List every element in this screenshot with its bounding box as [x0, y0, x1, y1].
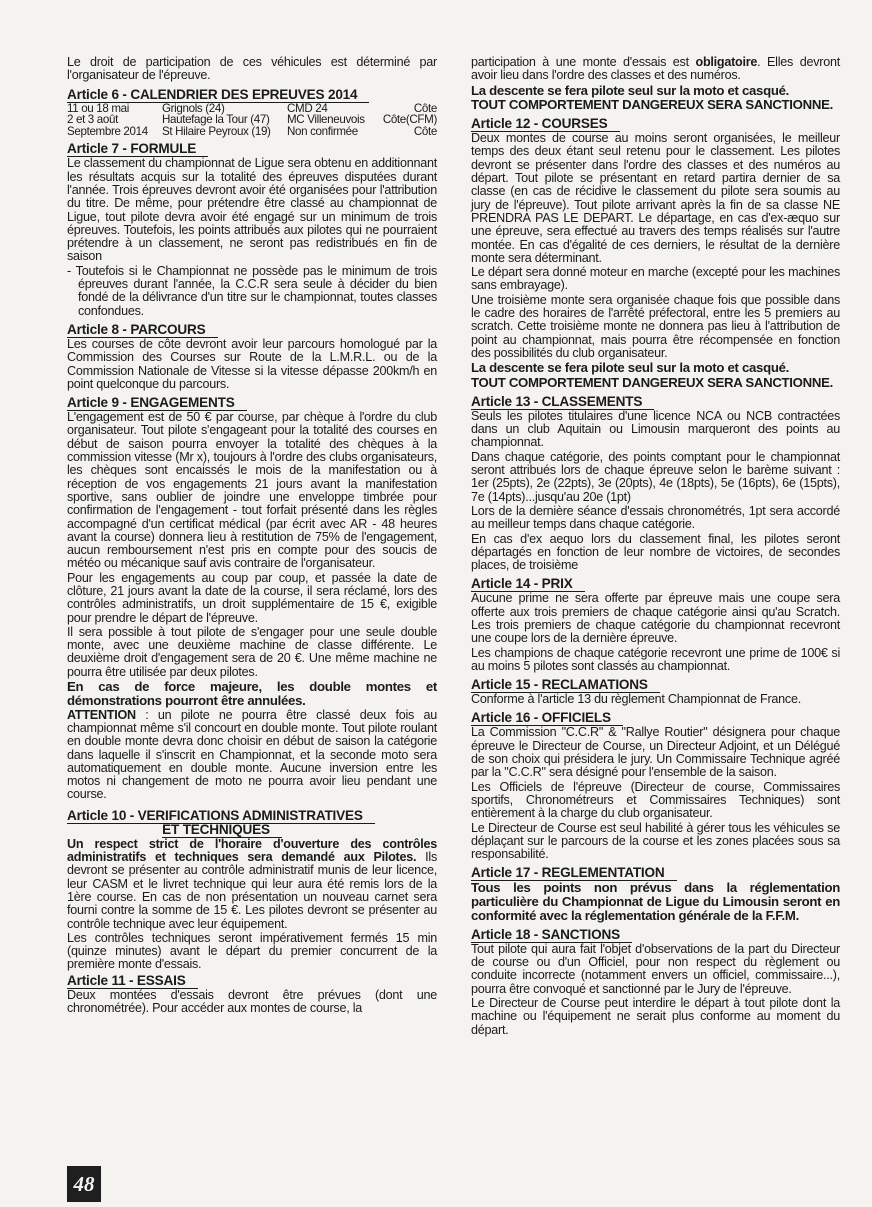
- article-13-paragraph: Seuls les pilotes titulaires d'une licence NCA ou NCB contractées dans un club Aquitain ou Limousin marqueront des points au championnat.: [471, 408, 840, 450]
- calendar-type: Côte(CFM): [382, 113, 437, 127]
- article-10-paragraph: [67, 838, 437, 931]
- article-14-paragraph: Aucune prime ne sera offerte par épreuve mais une coupe sera offerte aux trois premiers de chaque catégorie ainsi qu'au Scratch. Les trois premiers de chaque catégorie du championnat recevront une coupe lors de la dernière épreuve.: [471, 591, 840, 646]
- continued-paragraph: [471, 56, 840, 83]
- article-18-heading: Article 18 - SANCTIONS: [471, 927, 632, 943]
- article-12-paragraph: Deux montes de course au moins seront organisées, le meilleur temps des deux étant seul retenu pour le classement. Les pilotes devront se présenter dans l'ordre des classes et des numéros au départ. Tout pilote se présentant en retard partira dernier de sa classe (en cas de récidive le classement du pilote sera soumis au jury de l'épreuve). Tout pilote arrivant après la fin de sa classe NE PRENDRA PAS LE DEPART. Le départage, en cas d'ex-æquo sur une épreuve, sera effectué au travers des temps réalisés sur l'autre montée. En cas d'égalité de ces derniers, le résultat de la dernière monte sera déterminant.: [471, 131, 840, 265]
- attention-label: ATTENTION: [67, 707, 136, 722]
- article-16-heading: Article 16 - OFFICIELS: [471, 710, 623, 726]
- helmet-rule: La descente se fera pilote seul sur la moto et casqué.: [471, 82, 790, 98]
- calendar-type: Côte: [413, 101, 437, 115]
- article-10-heading: Article 10 - VERIFICATIONS ADMINISTRATIVES: [67, 808, 375, 824]
- calendar-club: CMD 24: [287, 101, 328, 115]
- article-8-paragraph: Les courses de côte devront avoir leur parcours homologué par la Commission des Courses sur Route de la L.M.R.L. ou de la Commission Nationale de Vitesse si la vitesse dépasse 200km/h en point quelconque du parcours.: [67, 336, 437, 391]
- article-17-heading: Article 17 - REGLEMENTATION: [471, 865, 677, 881]
- article-9-paragraph: L'engagement est de 50 € par course, par chèque à l'ordre du club organisateur. Tout pilote s'engageant pour la totalité des courses en début de saison pourra envoyer la totalité des chèques à la commission vitesse (Mr x), toujours à l'ordre des clubs organisateurs, les chèques sont encaissés le mois de la manifestation ou à réception de vos engagements 21 jours avant la manifestation sportive, sans oublier de joindre une enveloppe timbrée pour confirmation de l'engagement - tout forfait présenté dans les règles accompagné d'un certificat médical (par écrit avec AR - 48 heures avant la course) donnera lieu à restitution de 75% de l'engagement, aucun remboursement n'est pris en compte pour des soucis de météo ou mécanique sauf avis contraire de l'organisateur.: [67, 410, 437, 571]
- article-7-note: - Toutefois si le Championnat ne possède pas le minimum de trois épreuves durant l'année, la C.C.R sera seule à décider du bien fondé de la délivrance d'un titre sur le championnat, toutes classes confondues.: [67, 263, 437, 318]
- article-16-paragraph: Les Officiels de l'épreuve (Directeur de course, Commissaires sportifs, Chronométreurs et Commissaires Techniques) sont entièrement à la charge du club organisateur.: [471, 779, 840, 821]
- article-9-force-majeure: En cas de force majeure, les double montes et démonstrations pourront être annulées.: [67, 679, 437, 708]
- article-17-paragraph: Tous les points non prévus dans la réglementation particulière du Championnat de Ligue du Limousin seront en conformité avec la réglementation générale de la F.F.M.: [471, 880, 840, 924]
- article-15-heading: Article 15 - RECLAMATIONS: [471, 677, 660, 693]
- article-13-paragraph: En cas d'ex aequo lors du classement final, les pilotes seront départagés en fonction de leur nombre de victoires, de secondes places, de troisième: [471, 531, 840, 573]
- continued-text: participation à une monte d'essais est: [471, 55, 696, 69]
- article-12-heading: Article 12 - COURSES: [471, 116, 620, 132]
- article-10-paragraph: Les contrôles techniques seront impérativement fermés 15 min (quinze minutes) avant le départ du premier concurrent de la première monte d'essais.: [67, 930, 437, 972]
- article-7-heading: Article 7 - FORMULE: [67, 141, 208, 157]
- article-9-heading: Article 9 - ENGAGEMENTS: [67, 395, 247, 411]
- article-18-paragraph: Tout pilote qui aura fait l'objet d'observations de la part du Directeur de course ou d'un Officiel, pour non respect du règlement ou conduite incorrecte (notamment envers un officiel, commissaire...), pourra être convoqué et sanctionné par le Jury de l'épreuve.: [471, 941, 840, 996]
- article-16-paragraph: La Commission "C.C.R" & "Rallye Routier" désignera pour chaque épreuve le Directeur de Course, un Directeur Adjoint, et un Délégué de son choix qui présidera le jury. Un Commissaire Technique agréé par la "C.C.R" sera désigné pour l'ensemble de la saison.: [471, 725, 840, 780]
- calendar-date: Septembre 2014: [67, 124, 148, 138]
- calendar-date: 11 ou 18 mai: [67, 101, 129, 115]
- danger-warning: TOUT COMPORTEMENT DANGEREUX SERA SANCTIONNE.: [471, 375, 833, 391]
- article-9-paragraph: Pour les engagements au coup par coup, et passée la date de clôture, 21 jours avant la date de la course, il sera réclamé, lors des contrôles administratifs, un droit supplémentaire de 15 €, exigible pour prendre le départ de l'épreuve.: [67, 570, 437, 625]
- article-13-paragraph: Dans chaque catégorie, des points comptant pour le championnat seront attribués lors de chaque épreuve selon le barème suivant : 1er (25pts), 2e (22pts), 3e (20pts), 4e (18pts), 5e (16pts), 6e (15pts), 7e (14pts)...jusqu'au 20e (1pt): [471, 449, 840, 504]
- danger-warning: TOUT COMPORTEMENT DANGEREUX SERA SANCTIONNE.: [471, 97, 833, 113]
- article-9-paragraph: Il sera possible à tout pilote de s'engager pour une seule double monte, avec une deuxième machine de classe différente. Le deuxième droit d'engagement sera de 20 €. Une même machine ne pourra être utilisée par deux pilotes.: [67, 624, 437, 679]
- article-9-attention: [67, 709, 437, 802]
- calendar-row: [67, 126, 437, 138]
- article-13-paragraph: Lors de la dernière séance d'essais chronométrés, 1pt sera accordé au meilleur temps dans chaque catégorie.: [471, 503, 840, 532]
- article-18-paragraph: Le Directeur de Course peut interdire le départ à tout pilote dont la machine ou l'équipement ne serait plus conforme au moment du départ.: [471, 996, 840, 1037]
- obligatoire-emphasis: obligatoire: [695, 55, 758, 69]
- article-12-paragraph: Le départ sera donné moteur en marche (excepté pour les machines sans embrayage).: [471, 265, 840, 293]
- calendar-club: Non confirmée: [287, 124, 358, 138]
- intro-paragraph: Le droit de participation de ces véhicules est déterminé par l'organisateur de l'épreuve.: [67, 55, 437, 83]
- calendar-venue: St Hilaire Peyroux (19): [162, 124, 271, 138]
- article-10-emphasis: Un respect strict de l'horaire d'ouverture des contrôles administratifs et techniques sera demandé aux Pilotes.: [67, 836, 437, 865]
- calendar-club: MC Villeneuvois: [287, 113, 365, 127]
- attention-text: : un pilote ne pourra être classé deux fois au championnat même s'il concourt en double monte. Tout pilote roulant en double monte devra donc choisir en début de saison la catégorie dans laquelle il s'inscrit en Championnat, et la seconde moto sera automatiquement en double monte. Aucune inversion entre les motos ni changement de moto ne pourra avoir lieu pendant une course.: [67, 707, 437, 802]
- calendar-venue: Grignols (24): [162, 101, 225, 115]
- article-11-heading: Article 11 - ESSAIS: [67, 973, 198, 989]
- article-14-heading: Article 14 - PRIX: [471, 576, 585, 592]
- events-calendar-table: [67, 103, 437, 138]
- calendar-type: Côte: [413, 124, 437, 138]
- page-number: 48: [67, 1166, 101, 1202]
- article-13-heading: Article 13 - CLASSEMENTS: [471, 394, 654, 410]
- article-14-paragraph: Les champions de chaque catégorie recevront une prime de 100€ si au moins 5 pilotes sont classés au championnat.: [471, 645, 840, 673]
- article-15-paragraph: Conforme à l'article 13 du règlement Championnat de France.: [471, 692, 801, 707]
- article-11-paragraph: Deux montées d'essais devront être prévues (dont une chronométrée). Pour accéder aux montes de course, la: [67, 987, 437, 1015]
- article-6-heading: Article 6 - CALENDRIER DES EPREUVES 2014: [67, 87, 369, 103]
- article-12-paragraph: Une troisième monte sera organisée chaque fois que possible dans le cadre des horaires de l'arrêté préfectoral, entre les 5 premiers au scratch. Cette troisième monte ne donnera pas lieu à l'attribution de point au championnat, mais pourra être récompensée en fonction des possibilités du club organisateur.: [471, 292, 840, 360]
- article-10-heading-line2: ET TECHNIQUES: [162, 822, 282, 838]
- calendar-date: 2 et 3 août: [67, 113, 118, 127]
- helmet-rule: La descente se fera pilote seul sur la moto et casqué.: [471, 360, 790, 376]
- calendar-venue: Hautefage la Tour (47): [162, 113, 270, 127]
- article-10-text: Ils devront se présenter au contrôle administratif munis de leur licence, leur CASM et le livret technique qui leur aura été remis lors de la 1ère course. En cas de non présentation un nouveau carnet sera fourni contre la somme de 15 €. Les pilotes devront se présenter au contrôle technique avec leur équipement.: [67, 850, 437, 931]
- article-7-paragraph: Le classement du championnat de Ligue sera obtenu en additionnant les résultats acquis sur la totalité des épreuves disputées durant l'année. Trois épreuves devront avoir été organisées pour l'attribution du titre. De même, pour prétendre être classé au championnat de Ligue, tout pilote devra avoir été engagé sur un minimum de trois épreuves. Toutefois, les points attribués aux pilotes qui ne pourraient prétendre à un classement, ne seront pas redistribués en fin de saison: [67, 156, 437, 264]
- article-16-paragraph: Le Directeur de Course est seul habilité à gérer tous les véhicules se déplaçant sur le parcours de la course et les zones placées sous sa responsabilité.: [471, 820, 840, 862]
- continued-text: . Elles devront avoir lieu dans l'ordre des classes et des numéros.: [471, 55, 840, 83]
- right-column: [471, 56, 840, 1037]
- article-8-heading: Article 8 - PARCOURS: [67, 322, 218, 338]
- left-column: [67, 56, 437, 1015]
